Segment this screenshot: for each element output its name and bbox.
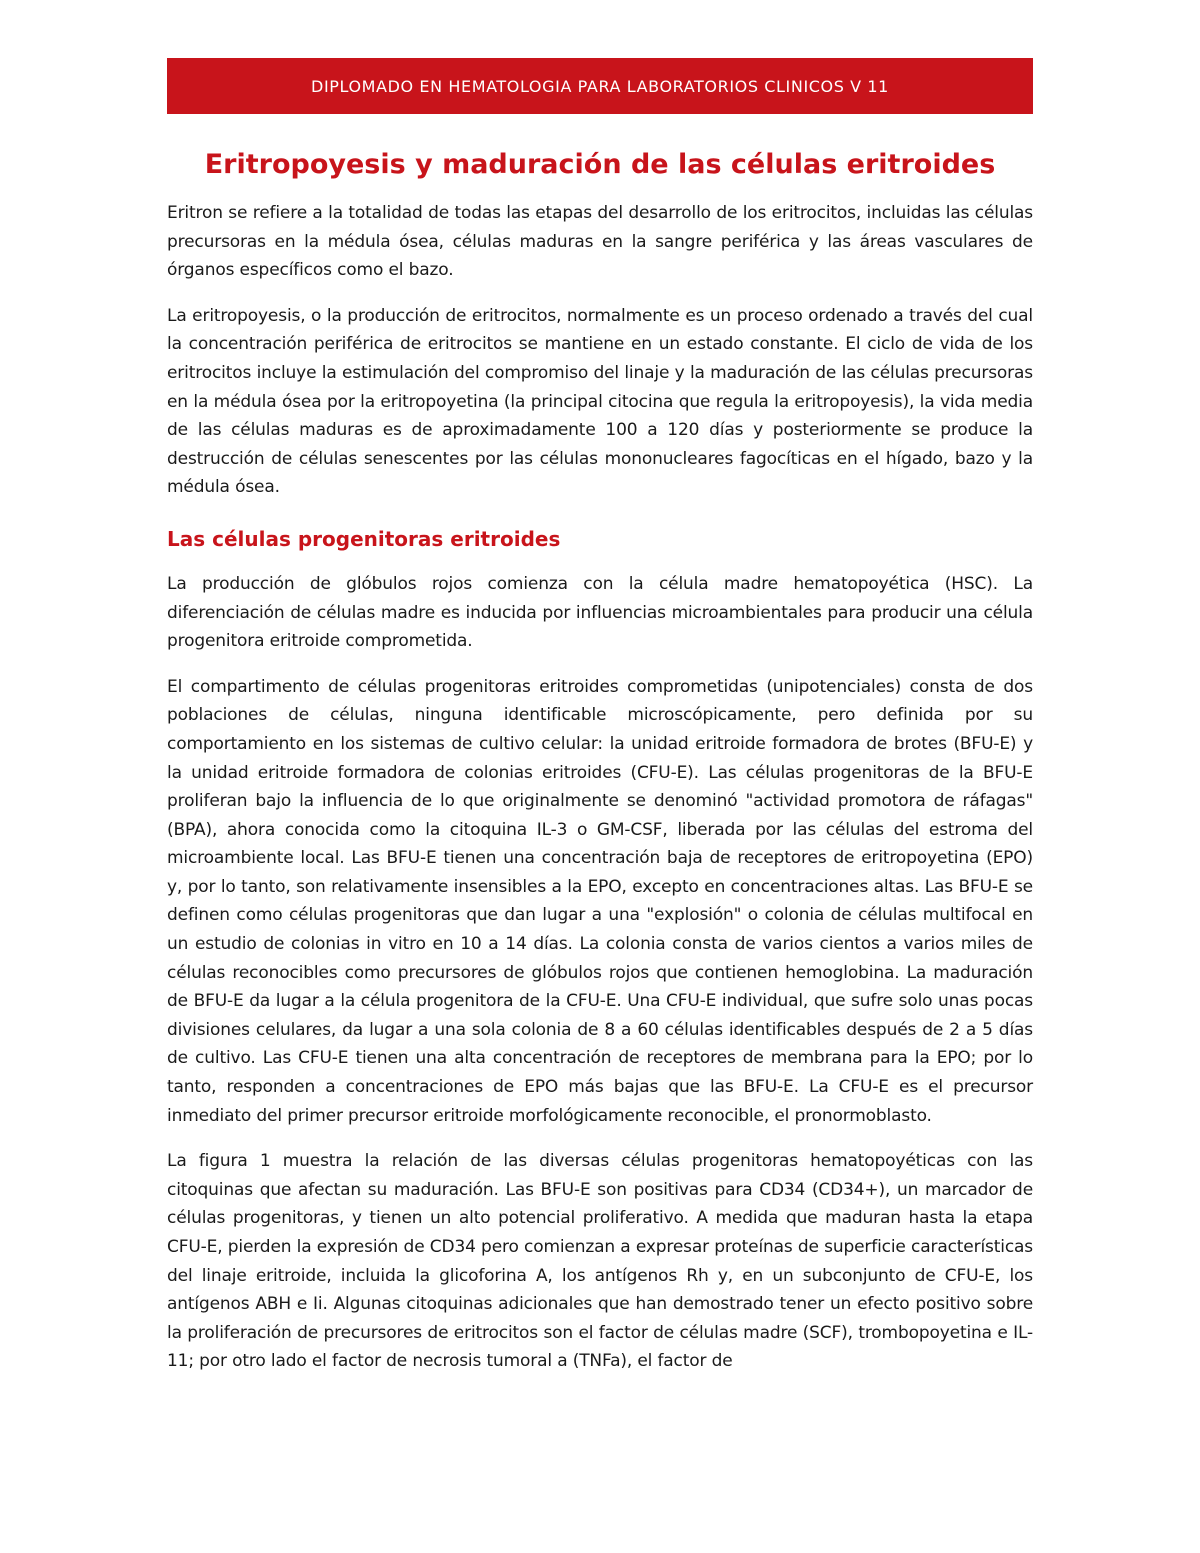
paragraph-eritron: Eritron se refiere a la totalidad de todas las etapas del desarrollo de los eritrocitos, incluidas las células precursoras en la médula ósea, células maduras en la sangre periférica y las áreas vasculares de órganos específicos como el bazo.	[167, 203, 1033, 281]
paragraph-figura: La figura 1 muestra la relación de las diversas células progenitoras hematopoyéticas con las citoquinas que afectan su maduración. Las BFU-E son positivas para CD34 (CD34+), un marcador de células progenitoras, y tienen un alto potencial proliferativo. A medida que maduran hasta la etapa CFU-E, pierden la expresión de CD34 pero comienzan a expresar proteínas de superficie características del linaje eritroide, incluida la glicoforina A, los antígenos Rh y, en un subconjunto de CFU-E, los antígenos ABH e Ii. Algunas citoquinas adicionales que han demostrado tener un efecto positivo sobre la proliferación de precursores de eritrocitos son el factor de células madre (SCF), trombopoyetina e IL-11; por otro lado el factor de necrosis tumoral a (TNFa), el factor de	[167, 1151, 1033, 1372]
document-title: Eritropoyesis y maduración de las células eritroides	[204, 149, 996, 180]
banner-title: DIPLOMADO EN HEMATOLOGIA PARA LABORATORIOS CLINICOS V 11	[311, 76, 889, 96]
section-heading-progenitoras: Las células progenitoras eritroides	[167, 526, 561, 551]
paragraph-compartimento: El compartimento de células progenitoras eritroides comprometidas (unipotenciales) consta de dos poblaciones de células, ninguna identificable microscópicamente, pero definida por su comportamiento en los sistemas de cultivo celular: la unidad eritroide formadora de brotes (BFU-E) y la unidad eritroide formadora de colonias eritroides (CFU-E). Las células progenitoras de la BFU-E proliferan bajo la influencia de lo que originalmente se denominó "actividad promotora de ráfagas" (BPA), ahora conocida como la citoquina IL-3 o GM-CSF, liberada por las células del estroma del microambiente local. Las BFU-E tienen una concentración baja de receptores de eritropoyetina (EPO) y, por lo tanto, son relativamente insensibles a la EPO, excepto en concentraciones altas. Las BFU-E se definen como células progenitoras que dan lugar a una "explosión" o colonia de células multifocal en un estudio de colonias in vitro en 10 a 14 días. La colonia consta de varios cientos a varios miles de células reconocibles como precursores de glóbulos rojos que contienen hemoglobina. La maduración de BFU-E da lugar a la célula progenitora de la CFU-E. Una CFU-E individual, que sufre solo unas pocas divisiones celulares, da lugar a una sola colonia de 8 a 60 células identificables después de 2 a 5 días de cultivo. Las CFU-E tienen una alta concentración de receptores de membrana para la EPO; por lo tanto, responden a concentraciones de EPO más bajas que las BFU-E. La CFU-E es el precursor inmediato del primer precursor eritroide morfológicamente reconocible, el pronormoblasto.	[167, 676, 1033, 1126]
document-page	[167, 58, 1033, 1376]
paragraph-produccion: La producción de glóbulos rojos comienza con la célula madre hematopoyética (HSC). La diferenciación de células madre es inducida por influencias microambientales para producir una célula progenitora eritroide comprometida.	[167, 573, 1033, 652]
paragraph-eritropoyesis: La eritropoyesis, o la producción de eritrocitos, normalmente es un proceso ordenado a través del cual la concentración periférica de eritrocitos se mantiene en un estado constante. El ciclo de vida de los eritrocitos incluye la estimulación del compromiso del linaje y la maduración de las células precursoras en la médula ósea por la eritropoyetina (la principal citocina que regula la eritropoyesis), la vida media de las células maduras es de aproximadamente 100 a 120 días y posteriormente se produce la destrucción de células senescentes por las células mononucleares fagocíticas en el hígado, bazo y la médula ósea.	[167, 305, 1033, 498]
header-banner	[167, 58, 1033, 114]
